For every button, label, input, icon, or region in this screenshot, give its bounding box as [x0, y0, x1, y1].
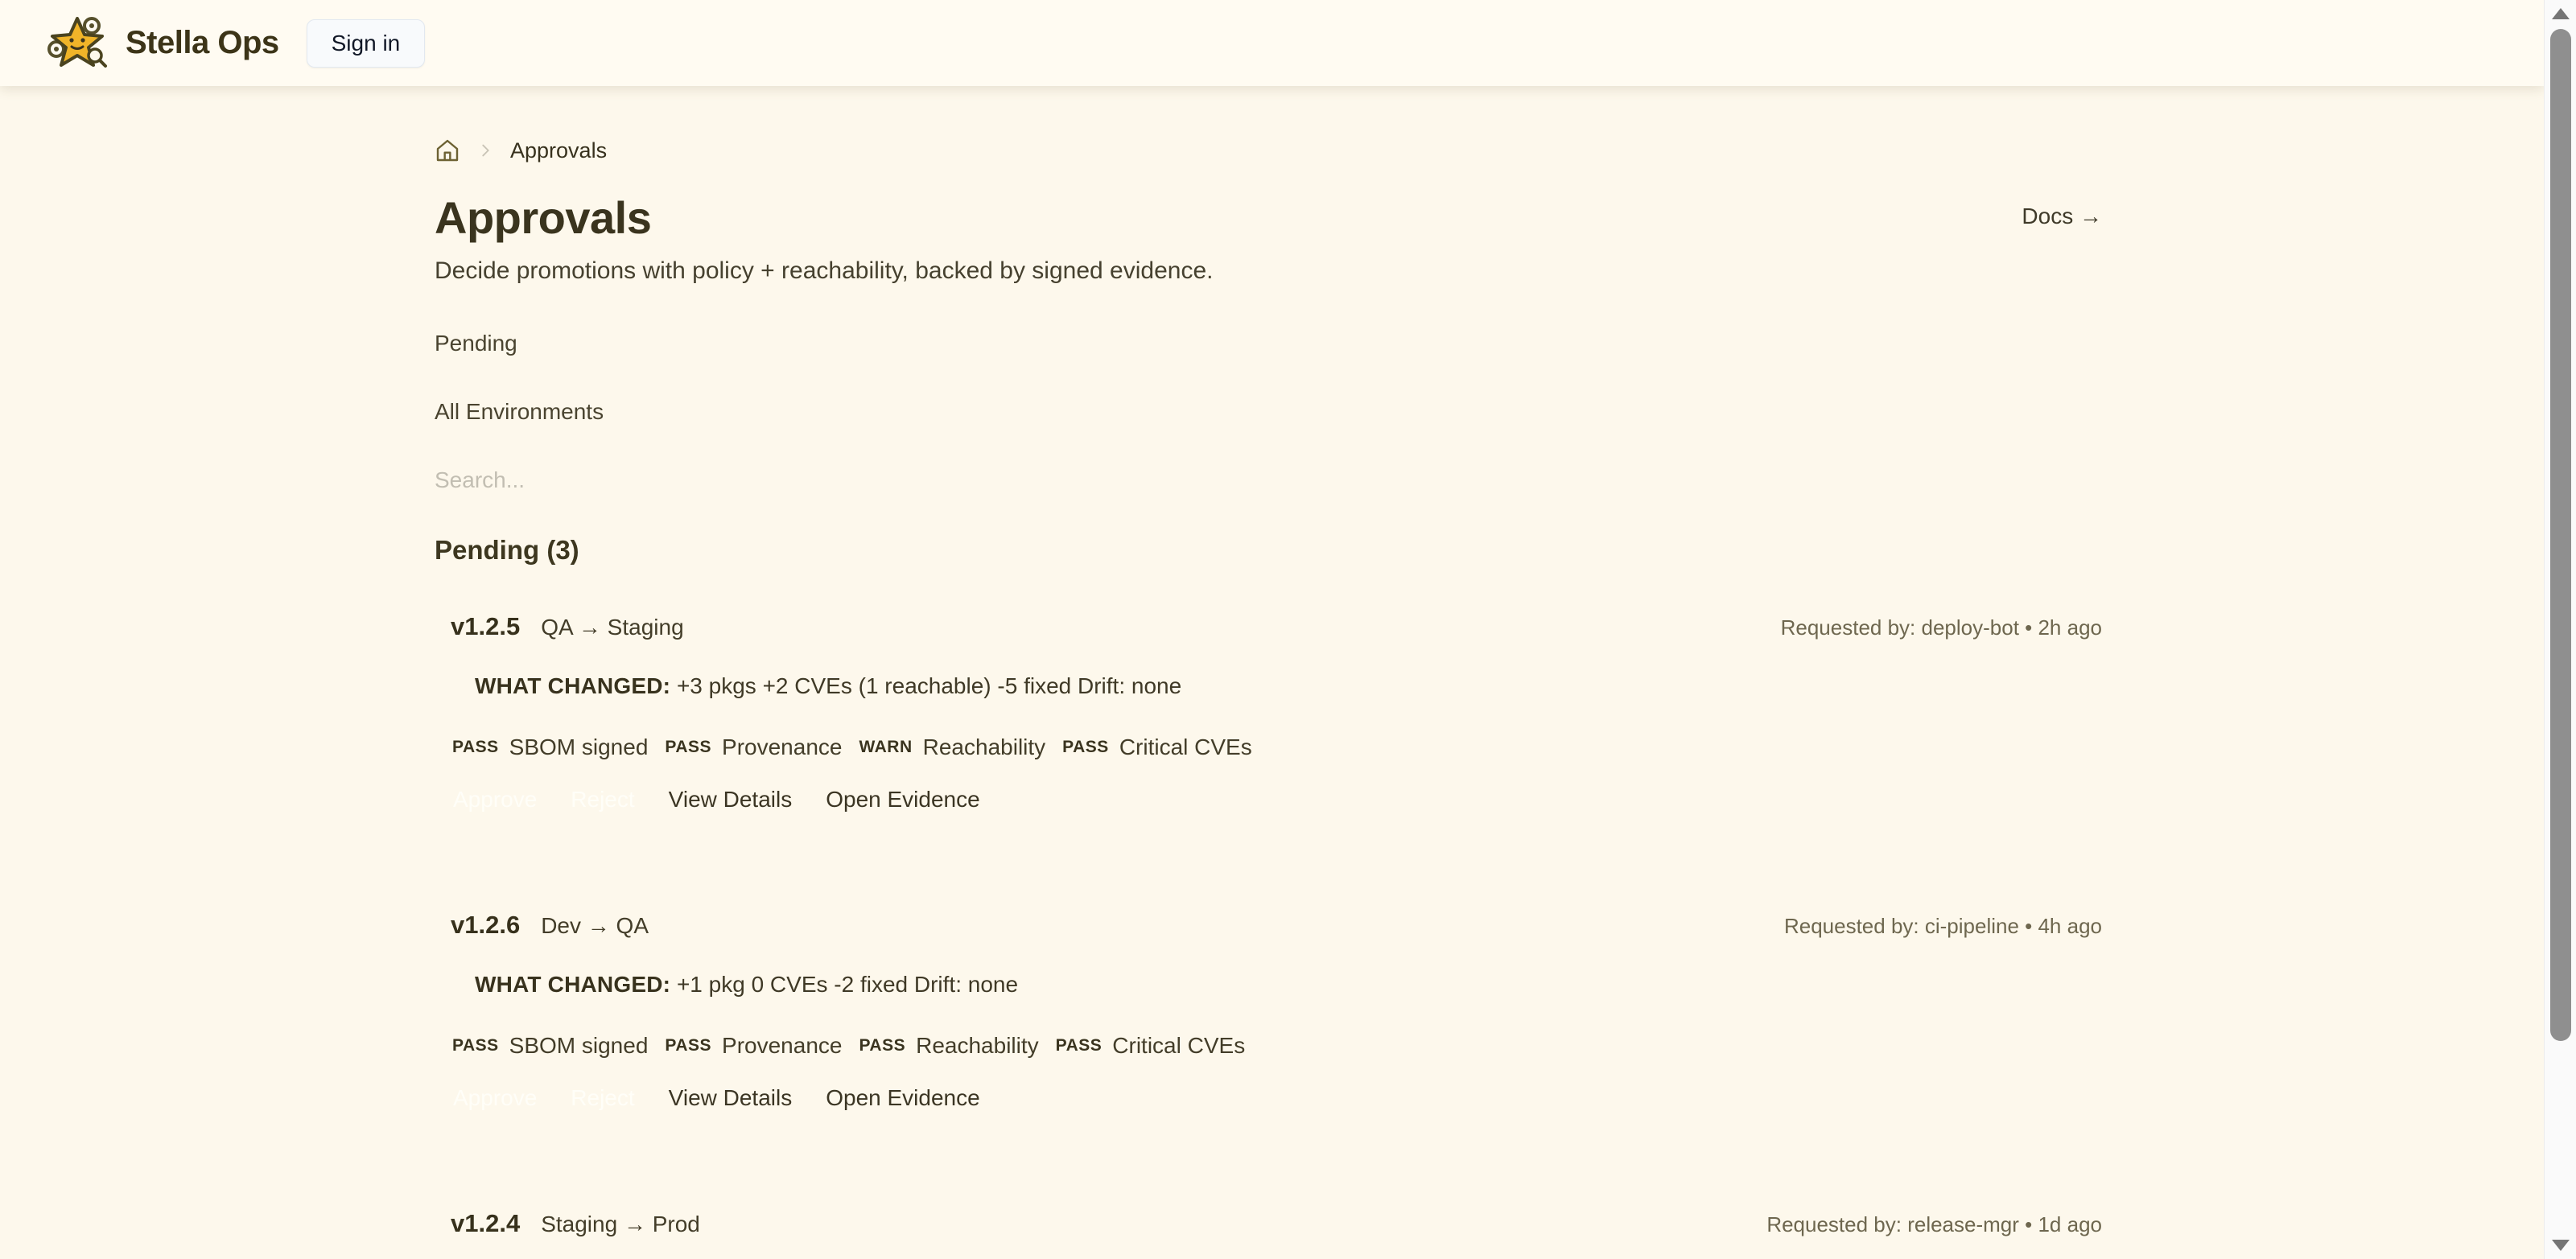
page-subtitle: Decide promotions with policy + reachability, backed by signed evidence. [435, 257, 1214, 284]
check-badge [665, 1033, 842, 1059]
chevron-right-icon [476, 142, 494, 159]
scroll-up-arrow[interactable] [2545, 0, 2576, 27]
card-actions [435, 1085, 2102, 1111]
reject-button[interactable]: Reject [571, 1085, 635, 1110]
pending-section-heading: Pending (3) [435, 535, 579, 565]
what-changed-label: WHAT CHANGED: [475, 972, 671, 997]
card-actions [435, 787, 2102, 813]
what-changed-text: +1 pkg 0 CVEs -2 fixed Drift: none [676, 972, 1019, 997]
check-badge [859, 1033, 1038, 1059]
approve-button[interactable]: Approve [453, 787, 538, 812]
approvals-list [435, 612, 2102, 1238]
check-status: PASS [452, 738, 499, 756]
version-label: v1.2.6 [451, 911, 521, 939]
what-changed-row [435, 972, 2102, 998]
what-changed-text: +3 pkgs +2 CVEs (1 reachable) -5 fixed Drift: none [676, 673, 1182, 698]
search-input[interactable] [435, 467, 950, 494]
check-badge [452, 734, 648, 760]
check-label: SBOM signed [509, 1033, 649, 1058]
check-badge [452, 1033, 648, 1059]
status-filter-select[interactable]: Pending [435, 331, 517, 356]
reject-button[interactable]: Reject [571, 787, 635, 812]
environment-transition: Staging → Prod [541, 1212, 700, 1236]
top-header [0, 0, 2544, 86]
requested-by: Requested by: release-mgr • 1d ago [1766, 1212, 2102, 1236]
brand-name: Stella Ops [126, 25, 279, 60]
vertical-scrollbar[interactable] [2544, 0, 2576, 1259]
environment-filter-select[interactable]: All Environments [435, 399, 604, 424]
requested-by: Requested by: deploy-bot • 2h ago [1780, 615, 2102, 640]
brand[interactable] [45, 15, 279, 72]
policy-checks [435, 1033, 2102, 1059]
version-label: v1.2.4 [451, 1209, 521, 1237]
check-status: PASS [665, 1036, 712, 1055]
approval-card [435, 911, 2102, 1111]
check-label: SBOM signed [509, 734, 649, 759]
filters [435, 330, 2102, 494]
check-status: PASS [452, 1036, 499, 1055]
version-label: v1.2.5 [451, 612, 521, 640]
open-evidence-button[interactable]: Open Evidence [826, 1085, 980, 1110]
check-status: PASS [1055, 1036, 1103, 1055]
policy-checks [435, 734, 2102, 760]
breadcrumb-current[interactable]: Approvals [510, 138, 608, 163]
approval-card [435, 612, 2102, 813]
check-label: Provenance [722, 734, 843, 759]
check-label: Critical CVEs [1112, 1033, 1246, 1058]
view-details-button[interactable]: View Details [668, 787, 793, 812]
approval-card [435, 1209, 2102, 1238]
breadcrumb [435, 138, 2102, 163]
check-label: Provenance [722, 1033, 843, 1058]
docs-link[interactable]: Docs → [2022, 204, 2102, 228]
requested-by: Requested by: ci-pipeline • 4h ago [1783, 914, 2102, 938]
scrollbar-thumb[interactable] [2550, 29, 2571, 1041]
environment-transition: Dev → QA [541, 913, 649, 938]
check-badge [859, 734, 1045, 760]
environment-transition: QA → Staging [541, 615, 684, 640]
check-label: Critical CVEs [1119, 734, 1252, 759]
star-mascot-logo-icon [45, 15, 111, 72]
sign-in-button[interactable]: Sign in [307, 19, 426, 68]
open-evidence-button[interactable]: Open Evidence [826, 787, 980, 812]
check-status: WARN [859, 738, 913, 756]
check-status: PASS [859, 1036, 906, 1055]
check-label: Reachability [916, 1033, 1039, 1058]
check-badge [1062, 734, 1252, 760]
check-label: Reachability [922, 734, 1046, 759]
check-status: PASS [665, 738, 712, 756]
view-details-button[interactable]: View Details [668, 1085, 793, 1110]
what-changed-label: WHAT CHANGED: [475, 673, 671, 698]
check-status: PASS [1062, 738, 1109, 756]
scroll-down-arrow[interactable] [2545, 1232, 2576, 1259]
home-icon[interactable] [435, 138, 460, 163]
approve-button[interactable]: Approve [453, 1085, 538, 1110]
check-badge [1056, 1033, 1246, 1059]
check-badge [665, 734, 842, 760]
page-title: Approvals [435, 192, 652, 243]
main-content [435, 86, 2102, 1259]
what-changed-row [435, 673, 2102, 699]
